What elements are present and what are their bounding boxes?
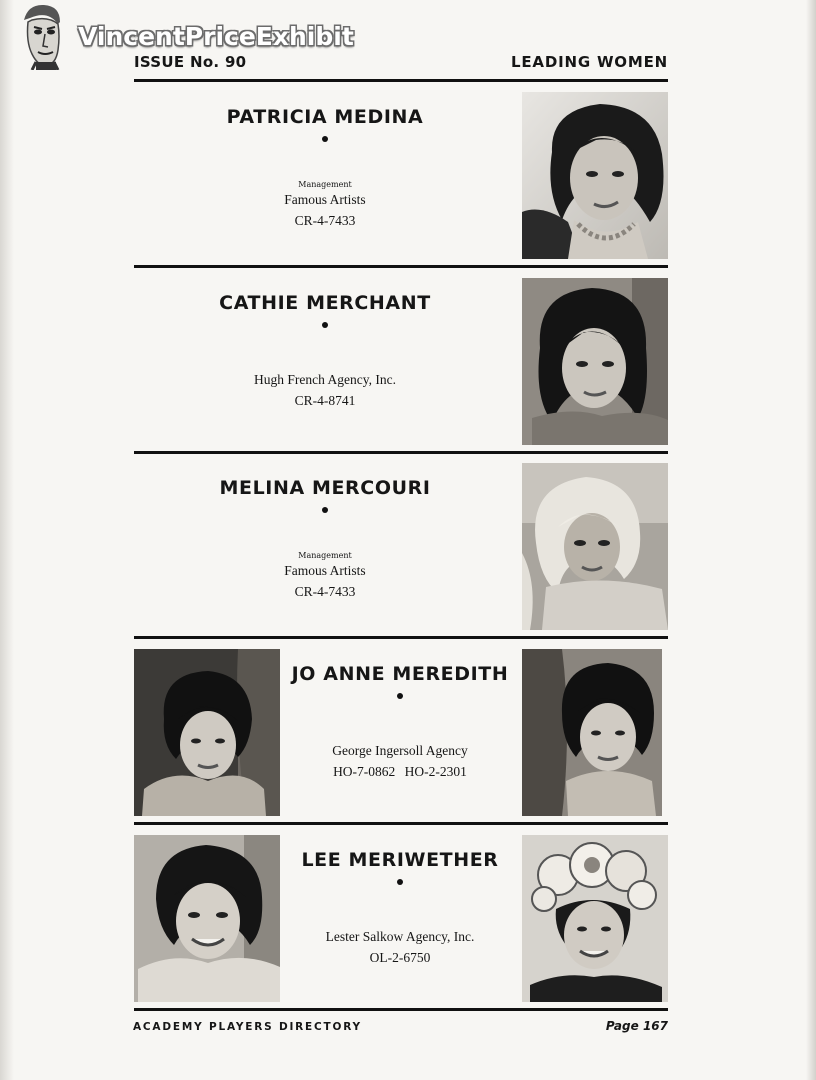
entry-lee-meriwether [134,835,668,1003]
bullet-dot [397,879,403,885]
bullet-dot [322,507,328,513]
portrait-photo-right [522,835,668,1002]
entry-rule [134,636,668,639]
agency-phone: OL-2-6750 [369,950,431,965]
agency-phone: CR-4-7433 [294,584,356,599]
page-right-edge [806,0,816,1080]
actress-name: CATHIE MERCHANT [219,292,431,314]
agency-phone: HO-7-0862 HO-2-2301 [333,764,467,779]
agency-name: Famous Artists [284,563,366,578]
actress-name: JO ANNE MEREDITH [291,663,509,685]
entry-rule [134,822,668,825]
agency-phone: CR-4-8741 [294,393,356,408]
entry-info [284,835,516,1003]
header-rule [134,79,668,82]
entry-rule [134,451,668,454]
entry-patricia-medina [134,92,668,260]
agency-name: George Ingersoll Agency [332,743,468,758]
actress-name: PATRICIA MEDINA [226,106,424,128]
portrait-photo [522,92,668,259]
management-label: Management [298,551,352,560]
watermark-text: VincentPriceExhibit [78,22,354,51]
agency-name: Famous Artists [284,192,366,207]
directory-title: ACADEMY PLAYERS DIRECTORY [133,1021,362,1033]
agency-name: Lester Salkow Agency, Inc. [325,929,475,944]
entry-rule [134,265,668,268]
portrait-photo-left [134,835,280,1002]
agency-phone: CR-4-7433 [294,213,356,228]
bullet-dot [322,322,328,328]
entry-info [134,278,516,446]
agency-name: Hugh French Agency, Inc. [254,372,396,387]
footer-rule [134,1008,668,1011]
page-left-edge [0,0,14,1080]
caricature-face-icon [18,2,66,70]
portrait-photo-left [134,649,280,816]
entry-info [134,463,516,631]
entry-cathie-merchant [134,278,668,446]
actress-name: LEE MERIWETHER [301,849,499,871]
portrait-photo [522,278,668,445]
portrait-photo [522,463,668,630]
portrait-photo-right [522,649,662,816]
entry-info [284,649,516,817]
section-title: LEADING WOMEN [511,53,668,71]
bullet-dot [322,136,328,142]
bullet-dot [397,693,403,699]
management-label: Management [298,180,352,189]
actress-name: MELINA MERCOURI [219,477,431,499]
page-number: Page 167 [605,1019,668,1033]
entry-melina-mercouri [134,463,668,631]
entry-info [134,92,516,260]
entry-jo-anne-meredith [134,649,668,817]
issue-number: ISSUE No. 90 [134,53,247,71]
